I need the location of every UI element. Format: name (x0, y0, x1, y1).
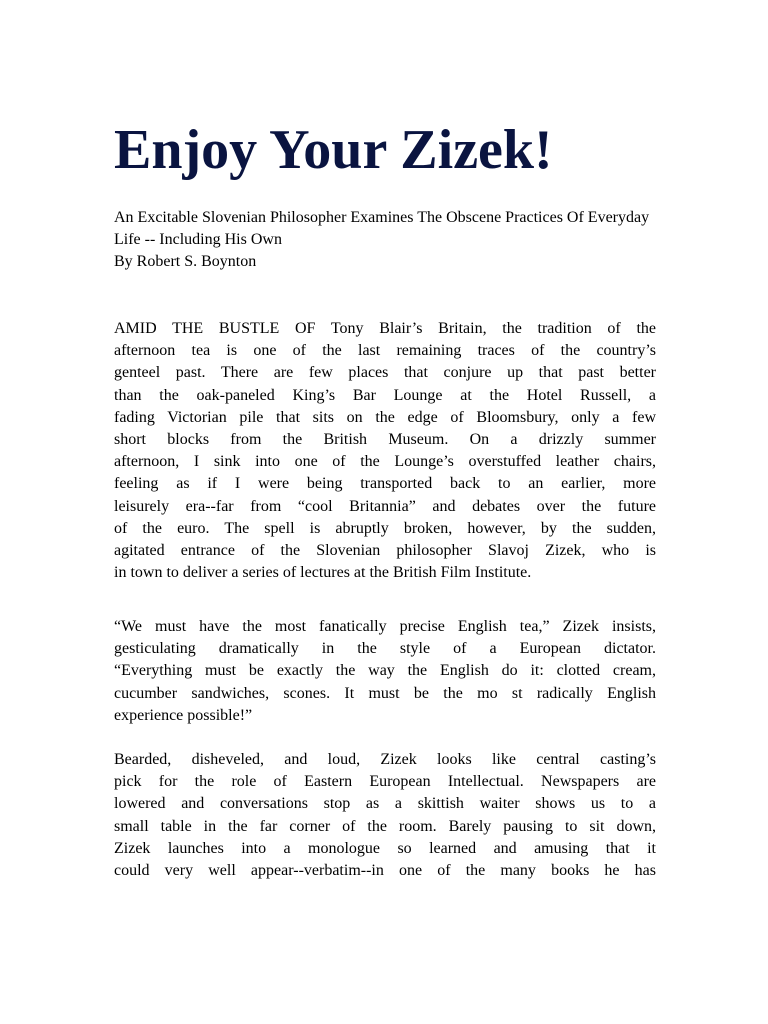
paragraph-line: Bearded, disheveled, and loud, Zizek looks like central casting’s (114, 751, 656, 768)
body-paragraph (114, 318, 656, 584)
article-byline: By Robert S. Boynton (114, 253, 257, 270)
paragraph-line: cucumber sandwiches, scones. It must be the mo st radically English (114, 684, 656, 702)
paragraph-line: short blocks from the British Museum. On a drizzly summer (114, 431, 656, 449)
paragraph-line: leisurely era--far from “cool Britannia” and debates over the future (114, 497, 656, 515)
paragraph-line: agitated entrance of the Slovenian philosopher Slavoj Zizek, who is (114, 542, 656, 560)
article-subtitle: An Excitable Slovenian Philosopher Examines The Obscene Practices Of Everyday Life -- Including His Own (114, 209, 650, 248)
paragraph-line: gesticulating dramatically in the style of a European dictator. (114, 640, 656, 658)
body-paragraph (114, 616, 656, 727)
paragraph-line: “We must have the most fanatically precise English tea,” Zizek insists, (114, 618, 656, 635)
paragraph-line: lowered and conversations stop as a skittish waiter shows us to a (114, 795, 656, 813)
paragraph-line: genteel past. There are few places that conjure up that past better (114, 364, 656, 382)
paragraph-line: experience possible!” (114, 706, 253, 724)
article-title: Enjoy Your Zizek! (114, 119, 553, 181)
paragraph-line: fading Victorian pile that sits on the edge of Bloomsbury, only a few (114, 408, 656, 426)
paragraph-line: feeling as if I were being transported back to an earlier, more (114, 475, 656, 493)
body-paragraph (114, 749, 656, 882)
paragraph-line: AMID THE BUSTLE OF Tony Blair’s Britain, the tradition of the (114, 320, 656, 337)
paragraph-line: small table in the far corner of the room. Barely pausing to sit down, (114, 817, 656, 835)
paragraph-line: than the oak-paneled King’s Bar Lounge at the Hotel Russell, a (114, 386, 656, 404)
paragraph-line: afternoon tea is one of the last remaining traces of the country’s (114, 342, 656, 360)
paragraph-line: pick for the role of Eastern European Intellectual. Newspapers are (114, 773, 656, 791)
paragraph-line: Zizek launches into a monologue so learned and amusing that it (114, 839, 656, 857)
paragraph-line: could very well appear--verbatim--in one of the many books he has (114, 862, 656, 880)
paragraph-line: “Everything must be exactly the way the English do it: clotted cream, (114, 662, 656, 680)
paragraph-line: afternoon, I sink into one of the Lounge’s overstuffed leather chairs, (114, 453, 656, 471)
paragraph-line: in town to deliver a series of lectures at the British Film Institute. (114, 564, 532, 582)
paragraph-line: of the euro. The spell is abruptly broken, however, by the sudden, (114, 519, 656, 537)
